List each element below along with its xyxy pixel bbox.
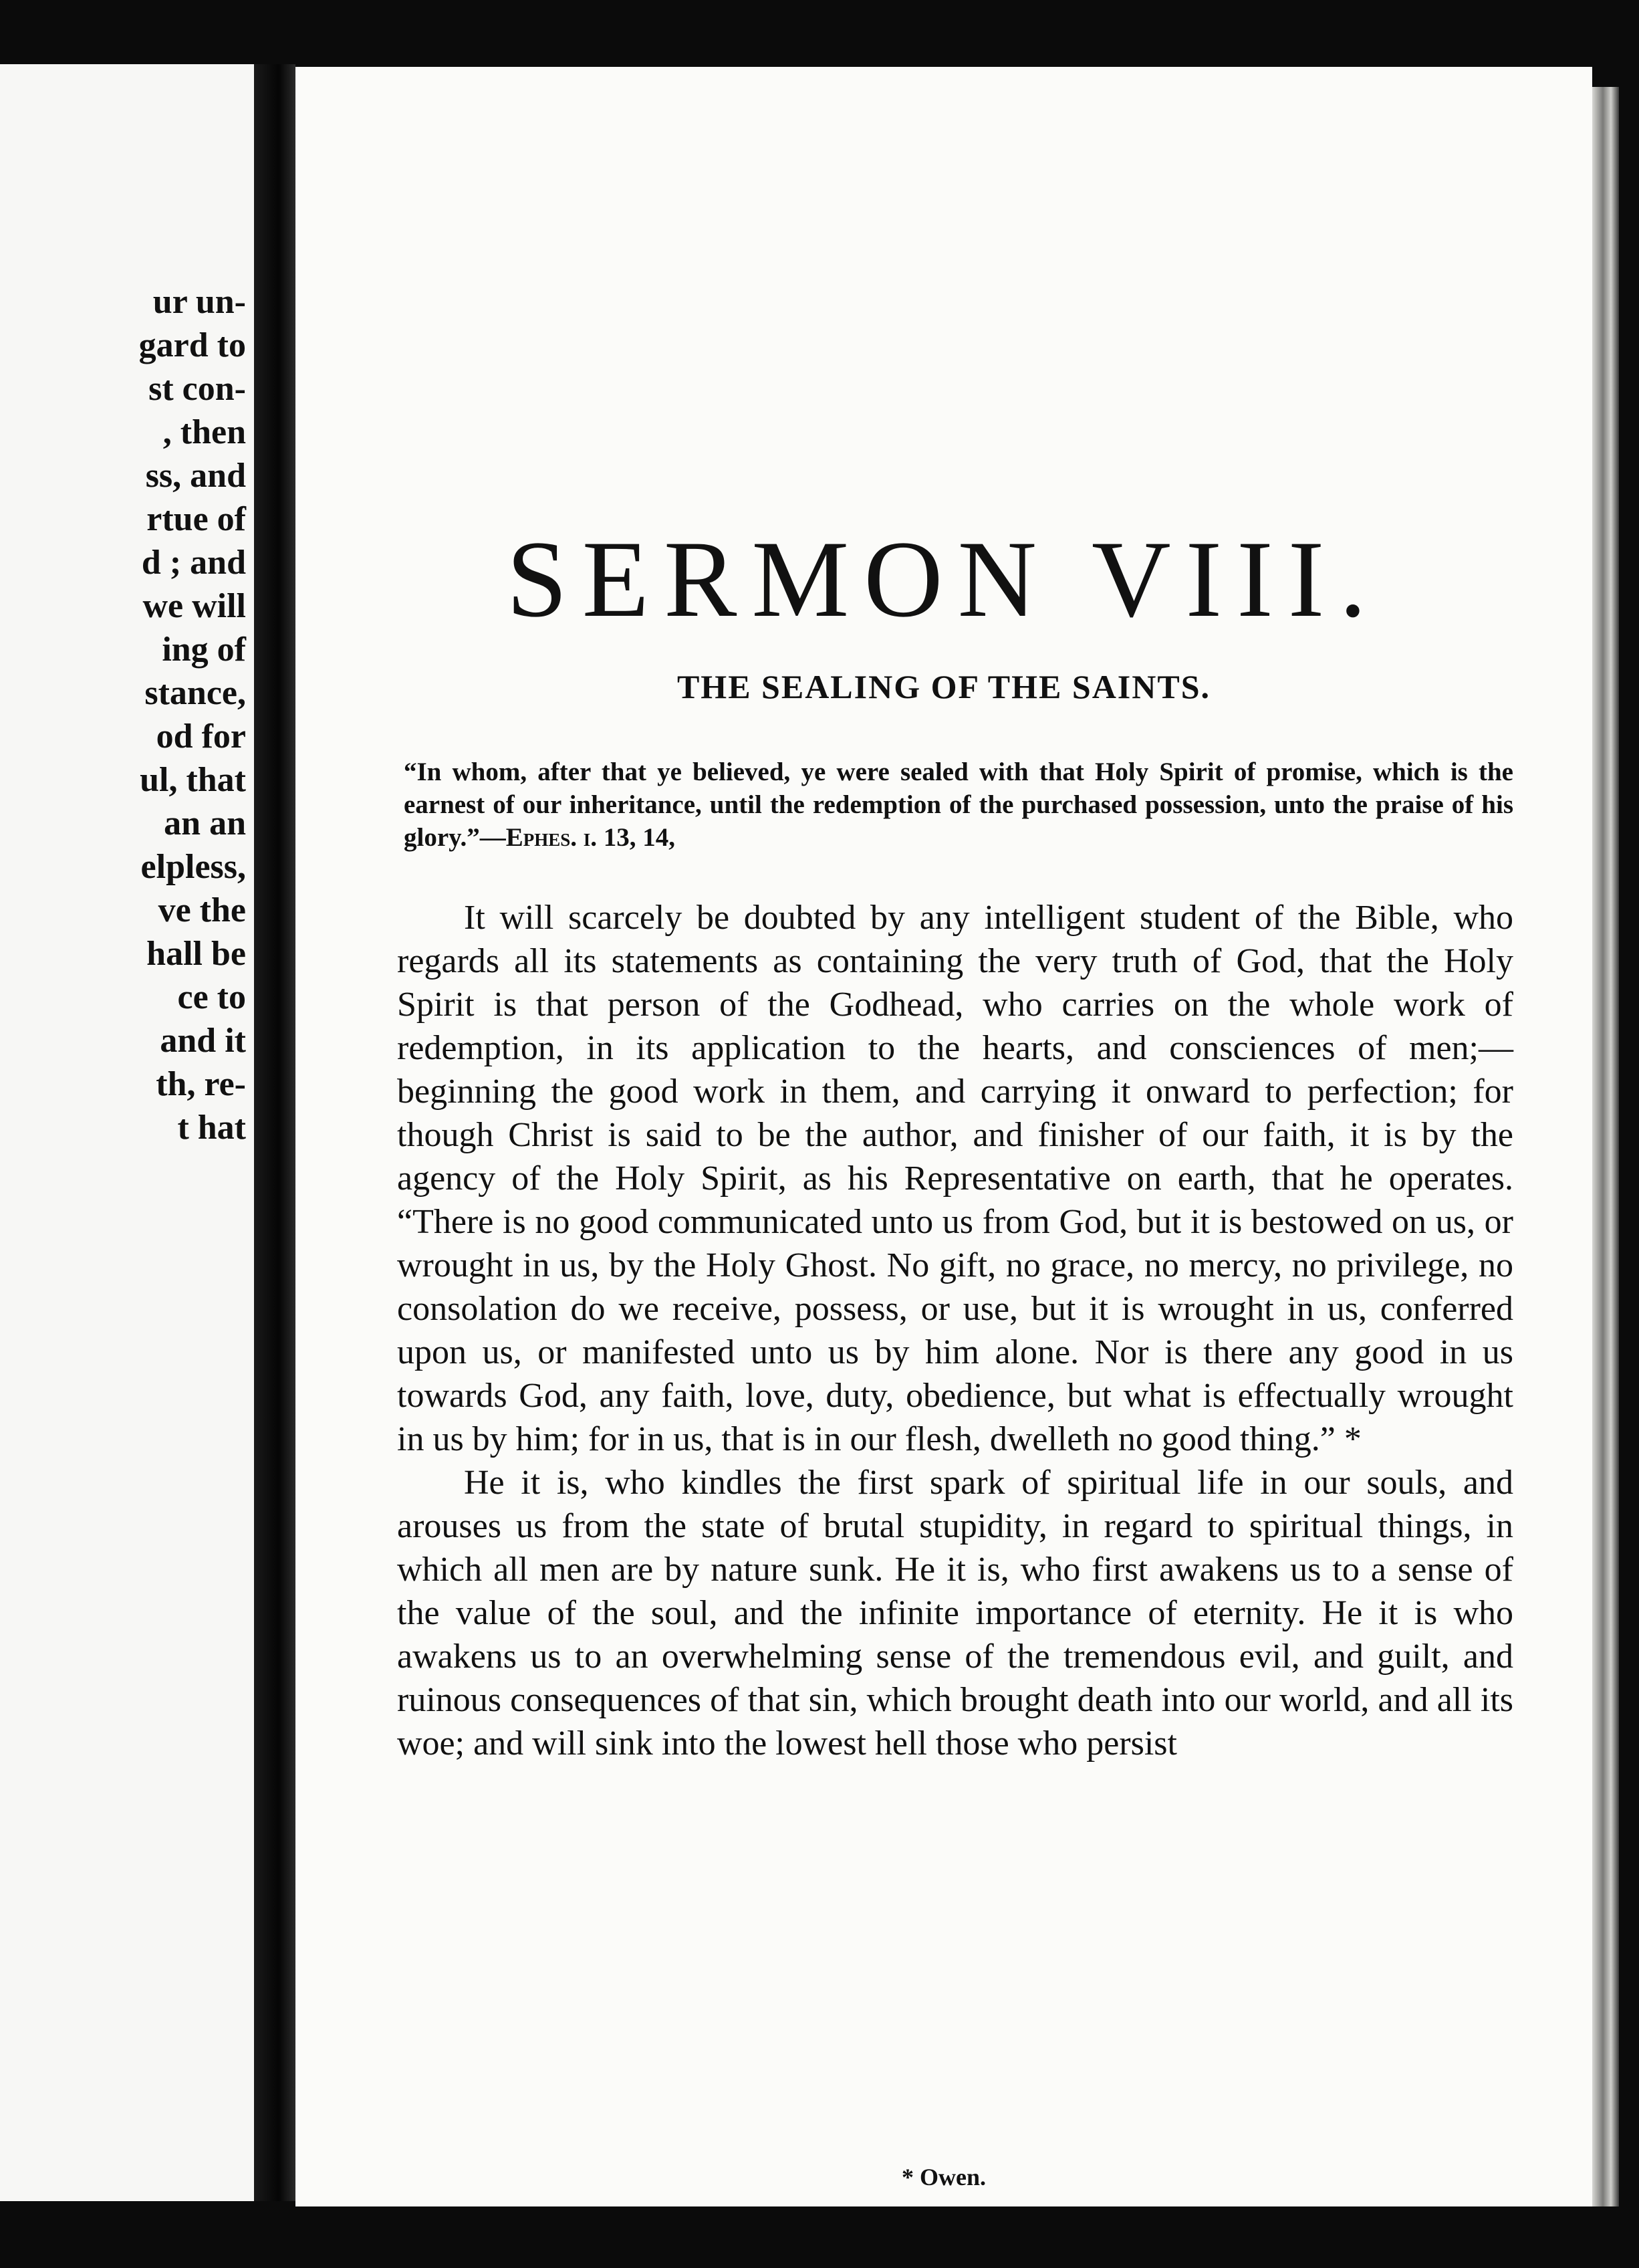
epigraph (404, 756, 1513, 854)
previous-page-line: elpless, (140, 848, 246, 886)
previous-page-line: d ; and (141, 544, 246, 582)
previous-page-line: stance, (144, 674, 246, 712)
previous-page-line: an an (164, 804, 246, 842)
sermon-title: SERMON VIII. (506, 518, 1382, 640)
previous-page-line: od for (156, 717, 246, 756)
previous-page-line: ce to (177, 978, 246, 1016)
sermon-body (397, 896, 1513, 1765)
epigraph-reference: Ephes. i. 13, 14, (505, 823, 676, 853)
previous-page-line: ss, and (145, 457, 246, 495)
previous-page-line: st con- (148, 370, 246, 408)
previous-page-line: ing of (162, 631, 246, 669)
previous-page-fragment (0, 64, 254, 2201)
previous-page-line: rtue of (146, 500, 246, 538)
previous-page-line: gard to (138, 326, 246, 364)
body-paragraph: It will scarcely be doubted by any intelligent student of the Bible, who regards all its statements as containing the very truth of God, that the Holy Spirit is that person of the Godhead, who carries on the whole work of redemption, in its application to the hearts, and consciences of men;—beginning the good work in them, and carrying it onward to perfection; for though Christ is said to be the author, and finisher of our faith, it is by the agency of the Holy Spirit, as his Representative on earth, that he operates. “There is no good communicated unto us from God, but it is bestowed on us, or wrought in us, by the Holy Ghost. No gift, no grace, no mercy, no privilege, no consolation do we receive, possess, or use, but it is wrought in us, conferred upon us, or manifested unto us by him alone. Nor is there any good in us towards God, any faith, love, duty, obedience, but what is effectually wrought in us by him; for in us, that is in our flesh, dwelleth no good thing.” * (397, 899, 1513, 1458)
footnote: * Owen. (902, 2164, 986, 2190)
page-edge (1592, 87, 1619, 2206)
previous-page-line: we will (142, 587, 246, 625)
previous-page-line: ul, that (140, 761, 246, 799)
book-page (295, 67, 1592, 2206)
book-gutter (254, 64, 295, 2201)
sermon-subtitle: THE SEALING OF THE SAINTS. (676, 667, 1211, 705)
previous-page-line: ur un- (152, 283, 246, 321)
previous-page-line: th, re- (156, 1065, 246, 1103)
previous-page-line: hall be (146, 935, 246, 973)
epigraph-text: “In whom, after that ye believed, ye were sealed with that Holy Spirit of promise, which is the earnest of our inheritance, until the redemption of the purchased possession, unto the praise of his glory.”— (404, 758, 1513, 853)
body-paragraph: He it is, who kindles the first spark of spiritual life in our souls, and arouses us from the state of brutal stupidity, in regard to spiritual things, in which all men are by nature sunk. He it is, who first awakens us to a sense of the value of the soul, and the infinite importance of eternity. He it is who awakens us to an overwhelming sense of the tremendous evil, and guilt, and ruinous consequences of that sin, which brought death into our world, and all its woe; and will sink into the lowest hell those who persist (397, 1464, 1513, 1763)
previous-page-line: , then (162, 413, 246, 451)
previous-page-line: ve the (158, 891, 246, 929)
previous-page-line: t hat (177, 1109, 246, 1147)
previous-page-line: and it (160, 1022, 246, 1060)
